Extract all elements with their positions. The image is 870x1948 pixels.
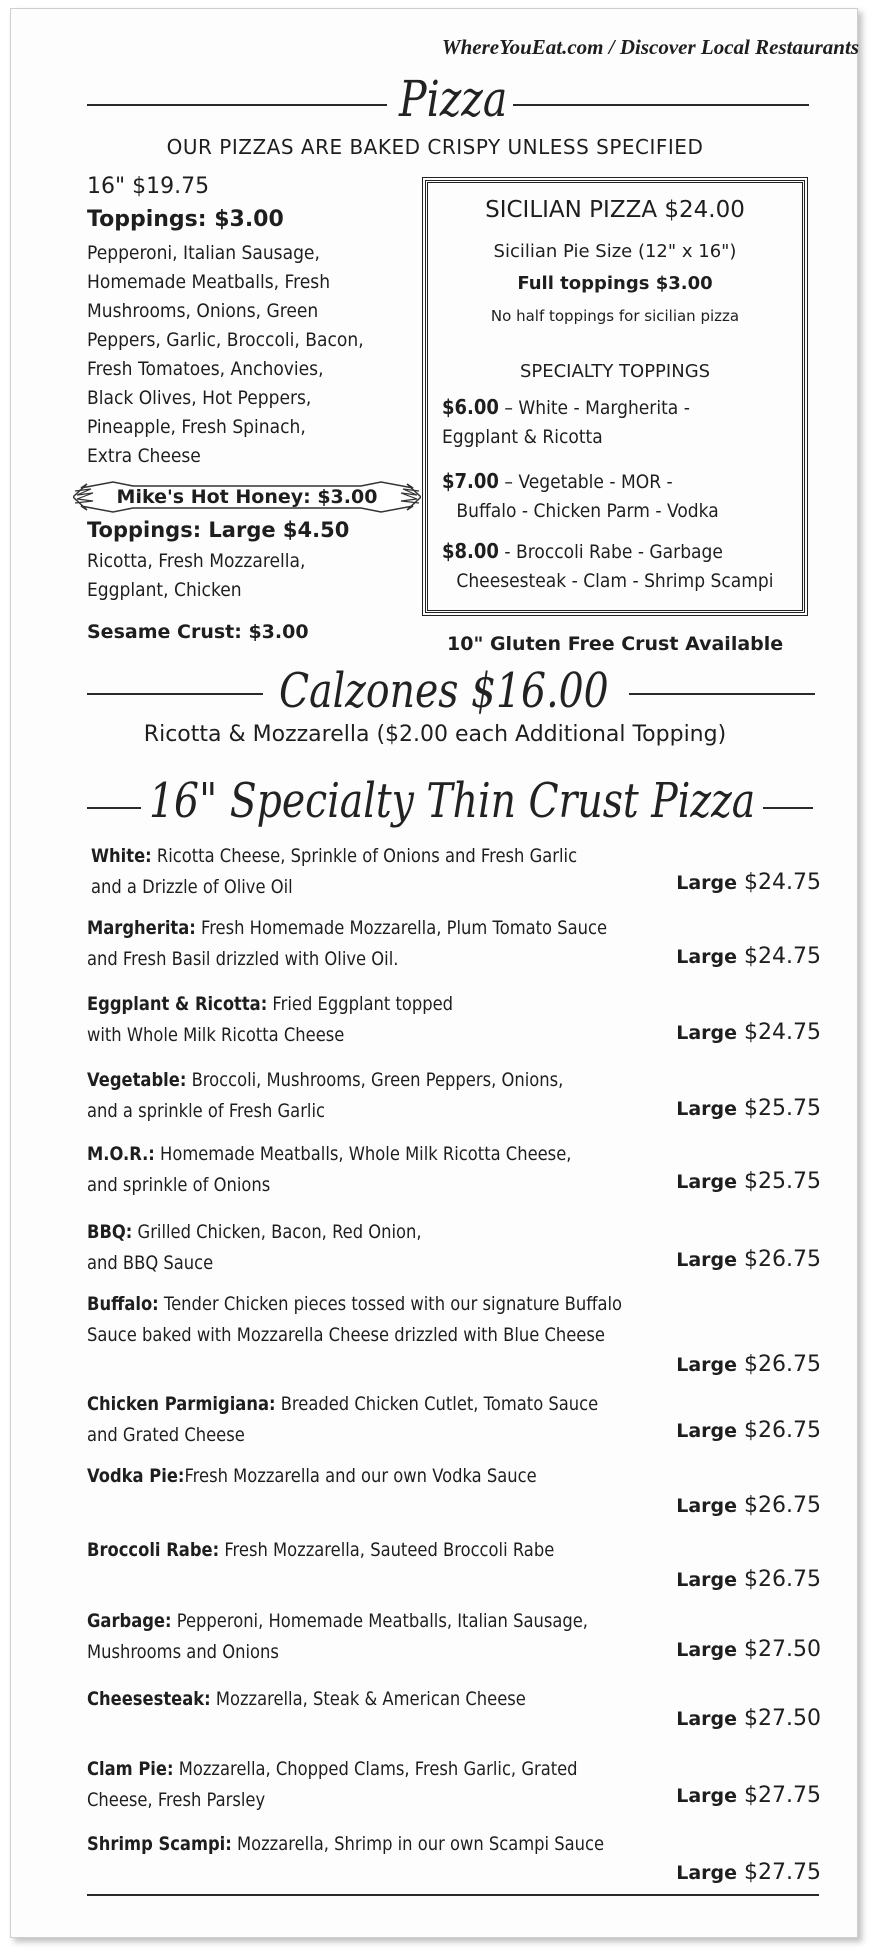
specialty-item-name: Broccoli Rabe: xyxy=(87,1539,220,1561)
specialty-heading: 16" Specialty Thin Crust Pizza xyxy=(149,773,756,829)
specialty-item xyxy=(87,1139,667,1201)
toppings-label: Toppings: $3.00 xyxy=(87,207,284,232)
specialty-toppings-heading: SPECIALTY TOPPINGS xyxy=(519,361,711,382)
size-label: Large xyxy=(676,1785,738,1807)
specialty-item xyxy=(87,1535,667,1566)
tier-line1: - Broccoli Rabe - Garbage xyxy=(498,541,723,563)
price-value: $27.75 xyxy=(744,1783,821,1808)
sicilian-tier xyxy=(442,393,690,452)
specialty-item-description-cont: Cheese, Fresh Parsley xyxy=(87,1789,266,1811)
specialty-item xyxy=(87,1065,667,1127)
specialty-item-name: Eggplant & Ricotta: xyxy=(87,993,268,1015)
specialty-item xyxy=(87,1684,667,1715)
price-value: $26.75 xyxy=(744,1567,821,1592)
price-value: $25.75 xyxy=(744,1096,821,1121)
calzones-rule-left xyxy=(87,693,263,695)
specialty-item-description-cont: and a sprinkle of Fresh Garlic xyxy=(87,1100,325,1122)
size-label: Large xyxy=(676,1022,738,1044)
specialty-item xyxy=(91,841,671,903)
specialty-item-price xyxy=(659,1352,821,1377)
pizza-rule-left xyxy=(87,104,387,106)
specialty-item-price xyxy=(659,1169,821,1194)
price-value: $26.75 xyxy=(744,1493,821,1518)
price-value: $26.75 xyxy=(744,1352,821,1377)
specialty-item-name: Garbage: xyxy=(87,1610,172,1632)
calzones-heading: Calzones $16.00 xyxy=(279,663,609,719)
specialty-item-name: Vegetable: xyxy=(87,1069,187,1091)
size-label: Large xyxy=(676,1495,738,1517)
size-label: Large xyxy=(676,1862,738,1884)
specialty-item-description-cont: and sprinkle of Onions xyxy=(87,1174,271,1196)
price-value: $24.75 xyxy=(744,870,821,895)
toppings-line: Pineapple, Fresh Spinach, xyxy=(87,416,306,438)
size-label: Large xyxy=(676,872,738,894)
specialty-item-name: White: xyxy=(91,845,152,867)
specialty-item-price xyxy=(659,1567,821,1592)
specialty-item-description-cont: Sauce baked with Mozzarella Cheese drizzled with Blue Cheese xyxy=(87,1324,605,1346)
site-header: WhereYouEat.com / Discover Local Restaurants xyxy=(441,35,859,59)
specialty-rule-left xyxy=(87,807,141,809)
specialty-item-description: Breaded Chicken Cutlet, Tomato Sauce xyxy=(275,1393,599,1415)
toppings-line: Black Olives, Hot Peppers, xyxy=(87,387,312,409)
specialty-item-description: Fresh Homemade Mozzarella, Plum Tomato Sauce xyxy=(195,917,608,939)
price-value: $25.75 xyxy=(744,1169,821,1194)
sicilian-no-half: No half toppings for sicilian pizza xyxy=(490,307,740,325)
tier-line1: – White - Margherita - xyxy=(498,397,690,419)
menu-page xyxy=(10,8,858,1938)
size-label: Large xyxy=(676,1708,738,1730)
specialty-item-description-cont: Mushrooms and Onions xyxy=(87,1641,279,1663)
gluten-free-note: 10" Gluten Free Crust Available xyxy=(447,633,784,655)
price-value: $27.50 xyxy=(744,1637,821,1662)
toppings-line: Homemade Meatballs, Fresh xyxy=(87,271,331,293)
calzones-description: Ricotta & Mozzarella ($2.00 each Additional Topping) xyxy=(143,722,727,747)
specialty-item-name: Vodka Pie: xyxy=(87,1465,185,1487)
specialty-item-price xyxy=(659,1247,821,1272)
sicilian-tier xyxy=(442,537,773,596)
specialty-item xyxy=(87,1829,667,1860)
large-toppings-list xyxy=(87,547,305,605)
size-label: Large xyxy=(676,1098,738,1120)
price-value: $24.75 xyxy=(744,1020,821,1045)
specialty-item-description-cont: and Fresh Basil drizzled with Olive Oil. xyxy=(87,948,399,970)
specialty-item-description: Ricotta Cheese, Sprinkle of Onions and Fresh Garlic xyxy=(151,845,578,867)
specialty-item xyxy=(87,989,667,1051)
specialty-item-name: Chicken Parmigiana: xyxy=(87,1393,276,1415)
sicilian-title: SICILIAN PIZZA $24.00 xyxy=(485,197,745,223)
price-value: $27.75 xyxy=(744,1860,821,1885)
specialty-item-description-cont: and BBQ Sauce xyxy=(87,1252,214,1274)
specialty-item-description-cont: and Grated Cheese xyxy=(87,1424,245,1446)
specialty-item-name: Margherita: xyxy=(87,917,196,939)
sesame-crust: Sesame Crust: $3.00 xyxy=(87,621,309,643)
size-label: Large xyxy=(676,1420,738,1442)
price-value: $27.50 xyxy=(744,1706,821,1731)
hot-honey-banner xyxy=(73,478,421,516)
specialty-item-price xyxy=(659,1783,821,1808)
specialty-item-name: Buffalo: xyxy=(87,1293,159,1315)
size-label: Large xyxy=(676,946,738,968)
toppings-line: Peppers, Garlic, Broccoli, Bacon, xyxy=(87,329,364,351)
sicilian-full-toppings: Full toppings $3.00 xyxy=(517,273,713,294)
specialty-item xyxy=(87,913,667,975)
specialty-item-price xyxy=(659,1706,821,1731)
calzones-rule-right xyxy=(629,693,815,695)
specialty-item-description: Mozzarella, Chopped Clams, Fresh Garlic, Grated xyxy=(173,1758,578,1780)
toppings-line: Fresh Tomatoes, Anchovies, xyxy=(87,358,324,380)
size-label: Large xyxy=(676,1354,738,1376)
specialty-item-description-cont: with Whole Milk Ricotta Cheese xyxy=(87,1024,345,1046)
hot-honey-label: Mike's Hot Honey: $3.00 xyxy=(116,486,378,508)
specialty-item-price xyxy=(659,1020,821,1045)
price-value: $24.75 xyxy=(744,944,821,969)
pizza-rule-right xyxy=(513,104,809,106)
specialty-item-price xyxy=(659,1096,821,1121)
specialty-item xyxy=(87,1217,667,1279)
specialty-item-description: Mozzarella, Shrimp in our own Scampi Sauce xyxy=(231,1833,605,1855)
specialty-item-description: Mozzarella, Steak & American Cheese xyxy=(210,1688,526,1710)
specialty-item-description: Fresh Mozzarella, Sauteed Broccoli Rabe xyxy=(219,1539,555,1561)
specialty-item-name: Shrimp Scampi: xyxy=(87,1833,232,1855)
specialty-item-name: M.O.R.: xyxy=(87,1143,155,1165)
tier-price: $6.00 xyxy=(442,395,499,419)
sicilian-size: Sicilian Pie Size (12" x 16") xyxy=(493,241,737,262)
specialty-item-description-cont: and a Drizzle of Olive Oil xyxy=(91,876,293,898)
specialty-item-description: Fresh Mozzarella and our own Vodka Sauce xyxy=(184,1465,537,1487)
tier-line2: Cheesesteak - Clam - Shrimp Scampi xyxy=(456,570,774,592)
price-value: $26.75 xyxy=(744,1247,821,1272)
pizza-size-price: 16" $19.75 xyxy=(87,174,210,199)
specialty-item-price xyxy=(659,1637,821,1662)
tier-price: $8.00 xyxy=(442,539,499,563)
bottom-rule xyxy=(87,1894,819,1896)
size-label: Large xyxy=(676,1171,738,1193)
specialty-item-price xyxy=(659,1418,821,1443)
large-toppings-label: Toppings: Large $4.50 xyxy=(87,518,350,542)
specialty-rule-right xyxy=(763,807,813,809)
specialty-item-price xyxy=(659,1860,821,1885)
tier-line2: Eggplant & Ricotta xyxy=(442,426,603,448)
pizza-heading: Pizza xyxy=(399,70,508,128)
specialty-item xyxy=(87,1289,667,1351)
specialty-item xyxy=(87,1461,667,1492)
specialty-item xyxy=(87,1754,667,1816)
specialty-item-price xyxy=(659,870,821,895)
tier-line1: – Vegetable - MOR - xyxy=(498,471,673,493)
size-label: Large xyxy=(676,1249,738,1271)
tier-line2: Buffalo - Chicken Parm - Vodka xyxy=(456,500,719,522)
specialty-item-description: Fried Eggplant topped xyxy=(267,993,454,1015)
size-label: Large xyxy=(676,1569,738,1591)
specialty-item-name: Cheesesteak: xyxy=(87,1688,211,1710)
pizza-subheading: OUR PIZZAS ARE BAKED CRISPY UNLESS SPECIFIED xyxy=(166,135,704,159)
specialty-item-price xyxy=(659,1493,821,1518)
size-label: Large xyxy=(676,1639,738,1661)
specialty-item-description: Grilled Chicken, Bacon, Red Onion, xyxy=(132,1221,422,1243)
tier-price: $7.00 xyxy=(442,469,499,493)
specialty-item-name: BBQ: xyxy=(87,1221,133,1243)
specialty-item-name: Clam Pie: xyxy=(87,1758,174,1780)
toppings-list xyxy=(87,239,364,471)
toppings-line: Mushrooms, Onions, Green xyxy=(87,300,319,322)
toppings-line: Extra Cheese xyxy=(87,445,201,467)
large-toppings-line: Eggplant, Chicken xyxy=(87,579,242,601)
specialty-item xyxy=(87,1389,667,1451)
specialty-item xyxy=(87,1606,667,1668)
specialty-item-description: Tender Chicken pieces tossed with our signature Buffalo xyxy=(158,1293,623,1315)
sicilian-box xyxy=(425,180,805,613)
specialty-item-price xyxy=(659,944,821,969)
specialty-item-description: Homemade Meatballs, Whole Milk Ricotta Cheese, xyxy=(154,1143,572,1165)
specialty-item-description: Pepperoni, Homemade Meatballs, Italian Sausage, xyxy=(171,1610,589,1632)
specialty-item-description: Broccoli, Mushrooms, Green Peppers, Onions, xyxy=(186,1069,564,1091)
sicilian-tier xyxy=(442,467,719,526)
large-toppings-line: Ricotta, Fresh Mozzarella, xyxy=(87,550,306,572)
toppings-line: Pepperoni, Italian Sausage, xyxy=(87,242,320,264)
price-value: $26.75 xyxy=(744,1418,821,1443)
